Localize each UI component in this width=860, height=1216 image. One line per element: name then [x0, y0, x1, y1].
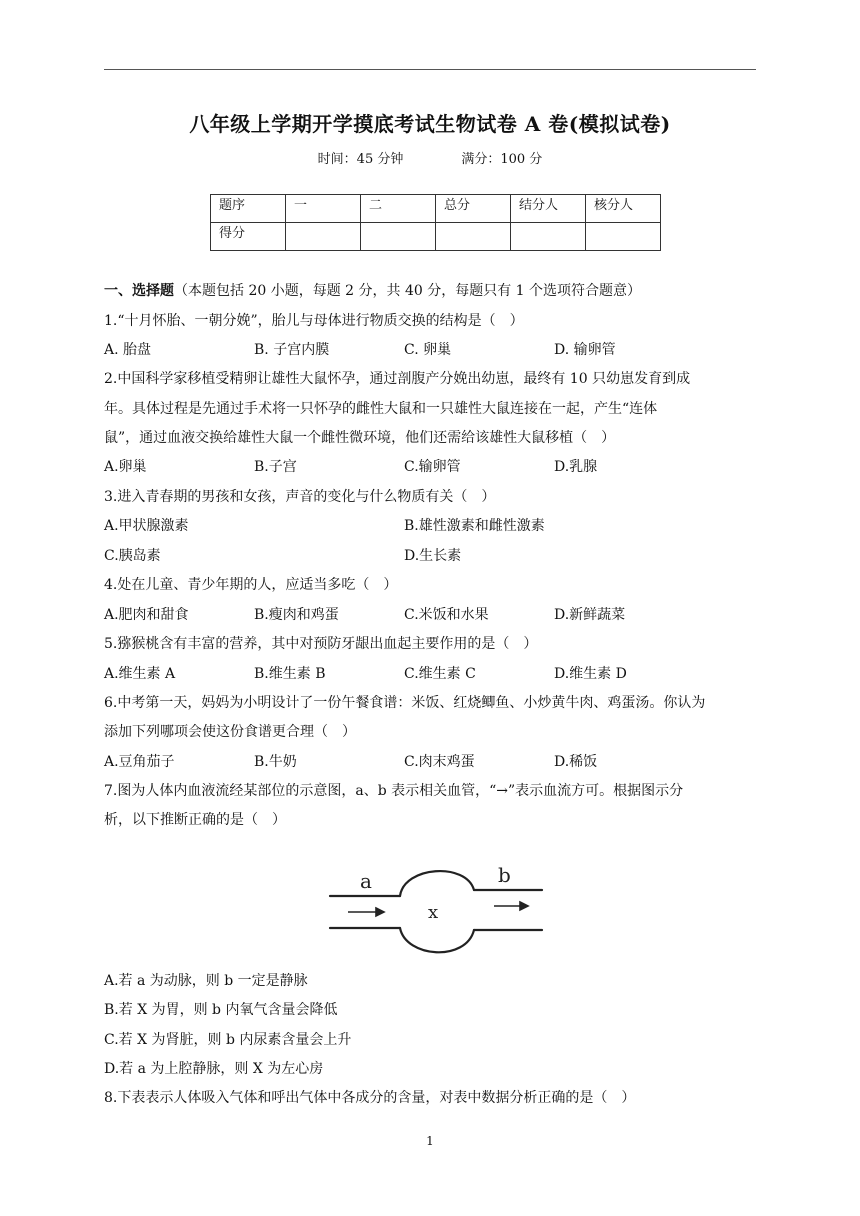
score-table-header: 总分 — [436, 195, 511, 223]
question-1-option-b: B. 子宫内膜 — [254, 342, 330, 358]
question-1-option-d: D. 输卵管 — [554, 342, 616, 358]
question-7-option-c: C.若 X 为肾脏，则 b 内尿素含量会上升 — [104, 1032, 352, 1048]
organ-x-outline-bottom — [400, 928, 474, 952]
score-cell — [586, 223, 661, 251]
score-cell — [361, 223, 436, 251]
vessel-a-label: a — [360, 869, 372, 893]
question-5-option-a: A.维生素 A — [104, 666, 176, 682]
question-6-option-b: B.牛奶 — [254, 754, 297, 770]
score-cell — [286, 223, 361, 251]
question-5-stem: 5.猕猴桃含有丰富的营养，其中对预防牙龈出血起主要作用的是（ ） — [104, 636, 538, 652]
question-1-stem: 1.“十月怀胎、一朝分娩”，胎儿与母体进行物质交换的结构是（ ） — [104, 313, 524, 329]
question-4-option-a: A.肥肉和甜食 — [104, 607, 189, 623]
question-2-option-d: D.乳腺 — [554, 459, 598, 475]
question-6-option-a: A.豆角茄子 — [104, 754, 175, 770]
exam-time: 时间：45 分钟 — [317, 152, 404, 167]
organ-x-label: x — [428, 902, 439, 923]
question-3-option-d: D.生长素 — [404, 548, 462, 564]
exam-meta — [0, 148, 860, 167]
question-6-option-c: C.肉末鸡蛋 — [404, 754, 475, 770]
question-4-stem: 4.处在儿童、青少年期的人，应适当多吃（ ） — [104, 577, 398, 593]
question-4-option-d: D.新鲜蔬菜 — [554, 607, 626, 623]
question-3-option-c: C.胰岛素 — [104, 548, 161, 564]
question-3-stem: 3.进入青春期的男孩和女孩，声音的变化与什么物质有关（ ） — [104, 489, 496, 505]
question-2-stem: 2.中国科学家移植受精卵让雄性大鼠怀孕，通过剖腹产分娩出幼崽，最终有 10 只幼崽发育到成 — [104, 371, 691, 387]
score-table-header: 题序 — [211, 195, 286, 223]
question-2-option-c: C.输卵管 — [404, 459, 461, 475]
arrow-b-head — [520, 902, 528, 910]
score-cell — [436, 223, 511, 251]
vessel-b-label: b — [498, 863, 511, 887]
question-1-option-c: C. 卵巢 — [404, 342, 452, 358]
score-table-row-label: 得分 — [211, 223, 286, 251]
organ-x-outline-top — [400, 871, 474, 896]
question-6-stem: 添加下列哪项会使这份食谱更合理（ ） — [104, 724, 356, 740]
score-table-header: 结分人 — [511, 195, 586, 223]
question-4-option-c: C.米饭和水果 — [404, 607, 489, 623]
page-title: 八年级上学期开学摸底考试生物试卷 A 卷(模拟试卷) — [189, 112, 671, 136]
exam-total-score: 满分：100 分 — [461, 152, 543, 167]
score-table-header: 一 — [286, 195, 361, 223]
score-table — [210, 194, 661, 251]
score-table-header-row — [211, 195, 661, 223]
question-7-option-b: B.若 X 为胃，则 b 内氧气含量会降低 — [104, 1002, 338, 1018]
score-table-score-row — [211, 223, 661, 251]
question-2-option-a: A.卵巢 — [104, 459, 147, 475]
question-5-option-b: B.维生素 B — [254, 666, 326, 682]
score-table-header: 核分人 — [586, 195, 661, 223]
question-7-option-d: D.若 a 为上腔静脉，则 X 为左心房 — [104, 1061, 324, 1077]
question-3-option-a: A.甲状腺激素 — [104, 518, 189, 534]
question-3-option-b: B.雄性激素和雌性激素 — [404, 518, 545, 534]
blood-flow-diagram — [326, 858, 546, 960]
score-cell — [511, 223, 586, 251]
question-6-option-d: D.稀饭 — [554, 754, 598, 770]
question-2-stem: 年。具体过程是先通过手术将一只怀孕的雌性大鼠和一只雄性大鼠连接在一起，产生“连体 — [104, 401, 658, 417]
question-8-stem: 8.下表表示人体吸入气体和呼出气体中各成分的含量，对表中数据分析正确的是（ ） — [104, 1090, 636, 1106]
section-heading — [104, 282, 641, 300]
question-7-stem: 7.图为人体内血液流经某部位的示意图，a、b 表示相关血管，“→”表示血流方可。根据图示分 — [104, 783, 684, 799]
question-4-option-b: B.瘦肉和鸡蛋 — [254, 607, 339, 623]
question-6-stem: 6.中考第一天，妈妈为小明设计了一份午餐食谱：米饭、红烧鲫鱼、小炒黄牛肉、鸡蛋汤。你认为 — [104, 695, 706, 711]
question-2-stem: 鼠”，通过血液交换给雄性大鼠一个雌性微环境，他们还需给该雄性大鼠移植（ ） — [104, 430, 616, 446]
question-5-option-d: D.维生素 D — [554, 666, 627, 682]
header-rule — [104, 69, 756, 70]
question-7-stem: 析，以下推断正确的是（ ） — [104, 812, 286, 828]
score-table-header: 二 — [361, 195, 436, 223]
question-5-option-c: C.维生素 C — [404, 666, 476, 682]
page-number: 1 — [426, 1134, 434, 1148]
question-7-option-a: A.若 a 为动脉，则 b 一定是静脉 — [104, 973, 308, 989]
section-note: （本题包括 20 小题，每题 2 分，共 40 分，每题只有 1 个选项符合题意） — [174, 283, 642, 299]
section-title: 一、选择题 — [104, 283, 174, 299]
question-2-option-b: B.子宫 — [254, 459, 297, 475]
question-1-option-a: A. 胎盘 — [104, 342, 152, 358]
arrow-a-head — [376, 908, 384, 916]
